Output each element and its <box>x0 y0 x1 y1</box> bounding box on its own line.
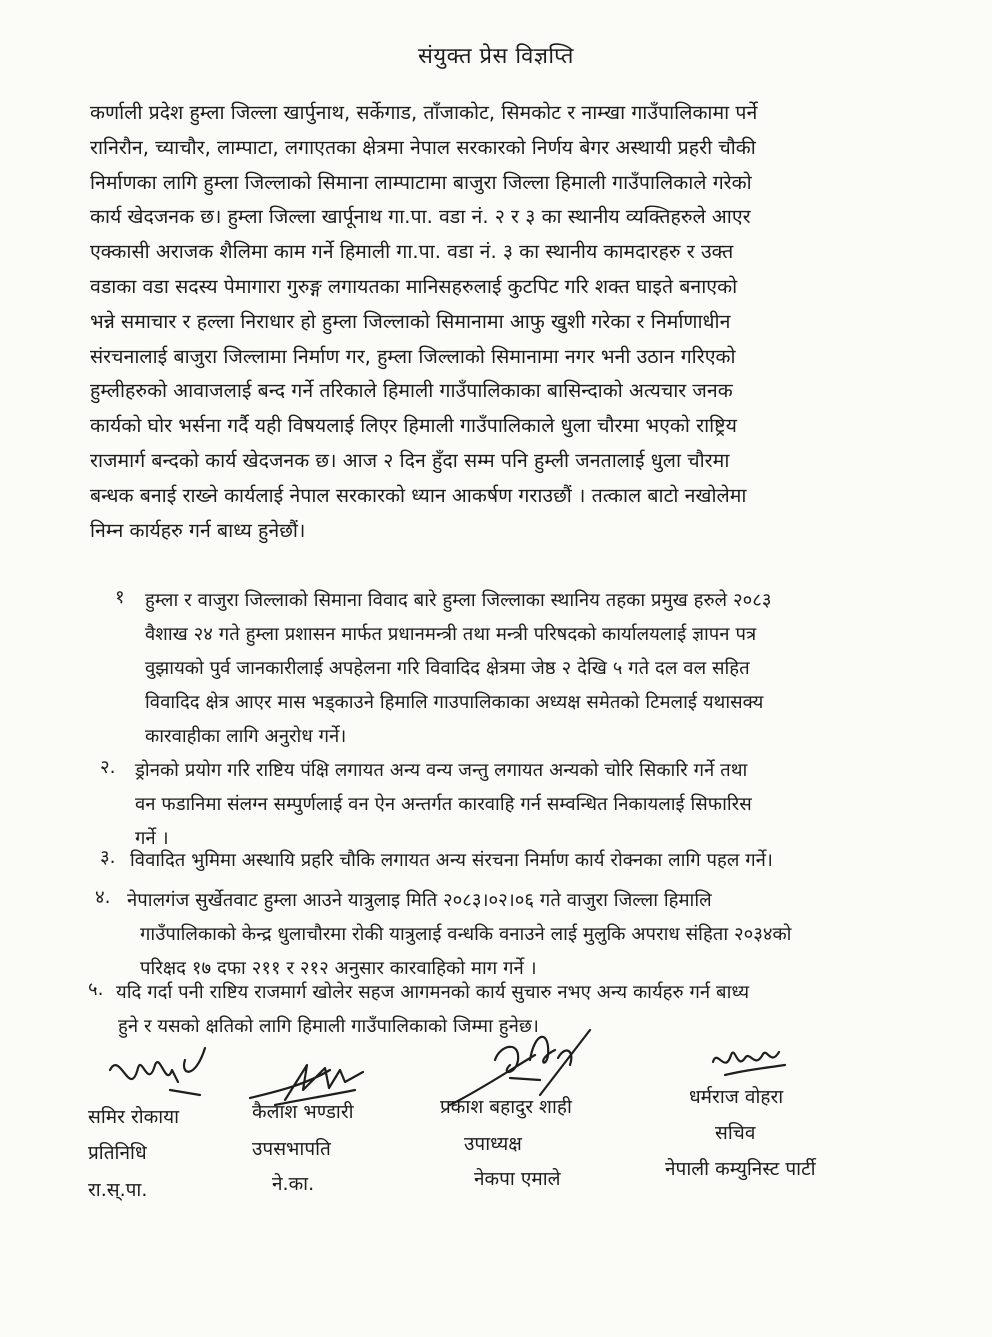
paragraph-line: भन्ने समाचार र हल्ला निराधार हो हुम्ला जिल्लाको सिमानामा आफु खुशी गरेका र निर्माणाधीन <box>90 309 731 333</box>
paragraph-line: कार्य खेदजनक छ। हुम्ला जिल्ला खार्पूनाथ गा.पा. वडा नं. २ र ३ का स्थानीय व्यक्तिहरुले आएर <box>90 205 751 229</box>
item-number: ४. <box>95 887 111 908</box>
signatory-party: नेपाली कम्युनिस्ट पार्टी <box>665 1158 816 1180</box>
item-line: नेपालगंज सुर्खेतवाट हुम्ला आउने यात्रुलाइ मिति २०८३।०२।०६ गते वाजुरा जिल्ला हिमालि <box>127 890 712 911</box>
paragraph-line: कर्णाली प्रदेश हुम्ला जिल्ला खार्पुनाथ, सर्केगाड, ताँजाकोट, सिमकोट र नाम्खा गाउँपालिकामा पर्ने <box>90 101 758 124</box>
paragraph-line: निर्माणका लागि हुम्ला जिल्लाको सिमाना लाम्पाटामा बाजुरा जिल्ला हिमाली गाउँपालिकाले गरेको <box>90 170 752 194</box>
item-line: वुझायको पुर्व जानकारीलाई अपहेलना गरि विवादिद क्षेत्रमा जेष्ठ २ देखि ५ गते दल वल सहित <box>145 658 750 679</box>
item-line: ड्रोनको प्रयोग गरि राष्टिय पंक्षि लगायत अन्य वन्य जन्तु लगायत अन्यको चोरि सिकारि गर्ने तथा <box>135 760 748 781</box>
item-line: विवादिद क्षेत्र आएर मास भड्काउने हिमालि गाउपालिकाका अध्यक्ष समेतको टिमलाई यथासक्य <box>145 692 764 713</box>
item-line: हुम्ला र वाजुरा जिल्लाको सिमाना विवाद बारे हुम्ला जिल्लाका स्थानिय तहका प्रमुख हरुले २०८३ <box>145 590 772 611</box>
paragraph-line: रानिरौन, च्याचौर, लाम्पाटा, लगाएतका क्षेत्रमा नेपाल सरकारको निर्णय बेगर अस्थायी प्रहरी चौकी <box>90 135 756 159</box>
item-line: हुने र यसको क्षतिको लागि हिमाली गाउँपालिकाको जिम्मा हुनेछ। <box>118 1016 539 1037</box>
document-title: संयुक्त प्रेस विज्ञप्ति <box>418 44 574 69</box>
item-line: गर्ने । <box>135 828 169 849</box>
signatory-name: प्रकाश बहादुर शाही <box>440 1096 572 1118</box>
paragraph-line: राजमार्ग बन्दको कार्य खेदजनक छ। आज २ दिन हुँदा सम्म पनि हुम्ली जनतालाई धुला चौरमा <box>90 448 730 472</box>
signatory-position: प्रतिनिधि <box>88 1142 147 1164</box>
item-number: ५. <box>88 979 104 1000</box>
paragraph-line: कार्यको घोर भर्सना गर्दै यही विषयलाई लिएर हिमाली गाउँपालिकाले धुला चौरमा भएको राष्ट्रिय <box>90 414 737 438</box>
signatory-name: समिर रोकाया <box>88 1106 180 1128</box>
item-line: यदि गर्दा पनी राष्टिय राजमार्ग खोलेर सहज आगमनको कार्य सुचारु नभए अन्य कार्यहरु गर्न बाध्य <box>116 982 750 1003</box>
paragraph-line: संरचनालाई बाजुरा जिल्लामा निर्माण गर, हुम्ला जिल्लाको सिमानामा नगर भनी उठान गरिएको <box>90 344 736 368</box>
signatory-name: कैलाश भण्डारी <box>252 1101 354 1123</box>
signature-scribble <box>100 1040 220 1110</box>
signatory-party: ने.का. <box>272 1173 315 1195</box>
item-line: वन फडानिमा संलग्न सम्पुर्णलाई वन ऐन अन्तर्गत कारवाहि गर्न सम्वन्धित निकायलाई सिफारिस <box>135 794 752 815</box>
item-number: १ <box>115 587 125 608</box>
item-line: कारवाहीका लागि अनुरोध गर्ने। <box>145 726 347 747</box>
paragraph-line: निम्न कार्यहरु गर्न बाध्य हुनेछौं। <box>90 518 306 542</box>
signature-scribble <box>705 1040 795 1085</box>
paragraph-line: हुम्लीहरुको आवाजलाई बन्द गर्ने तरिकाले हिमाली गाउँपालिकाका बासिन्दाको अत्यचार जनक <box>90 379 733 403</box>
item-line: परिक्षद १७ दफा २११ र २१२ अनुसार कारवाहिको माग गर्ने । <box>140 958 537 979</box>
signatory-party: रा.स्.पा. <box>88 1179 148 1201</box>
paragraph-line: बन्धक बनाई राख्ने कार्यलाई नेपाल सरकारको ध्यान आकर्षण गराउछौं । तत्काल बाटो नखोलेमा <box>90 483 747 507</box>
item-number: २. <box>100 757 116 778</box>
item-number: ३. <box>100 847 116 868</box>
item-line: विवादित भुमिमा अस्थायि प्रहरि चौकि लगायत अन्य संरचना निर्माण कार्य रोक्नका लागि पहल गर्ने। <box>130 850 773 871</box>
paragraph-line: वडाका वडा सदस्य पेमागारा गुरुङ्ग लगायतका मानिसहरुलाई कुटपिट गरि शक्त घाइते बनाएको <box>90 274 738 298</box>
signatory-position: सचिव <box>715 1122 756 1144</box>
signatory-position: उपाध्यक्ष <box>464 1133 522 1155</box>
paragraph-line: एक्कासी अराजक शैलिमा काम गर्ने हिमाली गा.पा. वडा नं. ३ का स्थानीय कामदारहरु र उक्त <box>90 240 734 264</box>
signatory-position: उपसभापति <box>252 1138 331 1160</box>
item-line: गाउँपालिकाको केन्द्र धुलाचौरमा रोकी यात्रुलाई वन्धकि वनाउने लाई मुलुकि अपराध संहिता २०३४को <box>140 924 792 945</box>
signatory-party: नेकपा एमाले <box>474 1168 561 1190</box>
body-paragraph <box>90 96 920 548</box>
item-line: वैशाख २४ गते हुम्ला प्रशासन मार्फत प्रधानमन्त्री तथा मन्त्री परिषदको कार्यालयलाई ज्ञापन पत्र <box>145 624 757 645</box>
signatory-name: धर्मराज वोहरा <box>689 1086 784 1108</box>
